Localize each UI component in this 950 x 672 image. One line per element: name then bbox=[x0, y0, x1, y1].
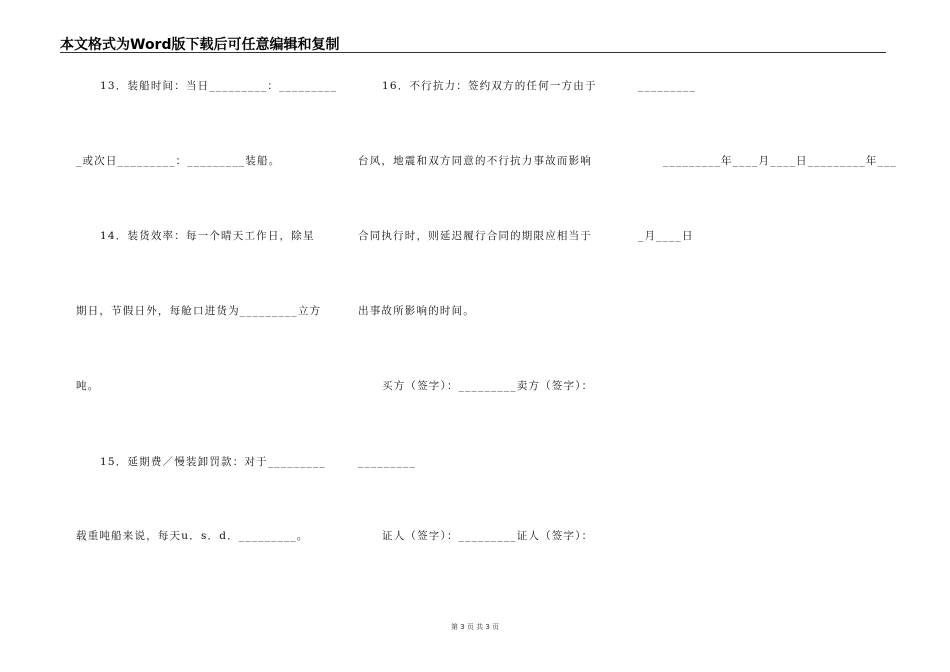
signature-blank: _________ bbox=[358, 456, 417, 468]
clause-15-line-2: 载重吨船来说，每天u．s．d．_________。 bbox=[76, 530, 309, 542]
buyer-seller-signature: 买方（签字）：_________卖方（签字）： bbox=[382, 380, 594, 392]
column3-blank: _________ bbox=[638, 80, 697, 92]
clause-15-line-1: 15．延期费／慢装卸罚款：对于_________ bbox=[100, 456, 326, 468]
header-divider bbox=[60, 52, 886, 53]
clause-13-line-1: 13．装船时间：当日_________：_________ bbox=[100, 80, 338, 92]
clause-14-line-3: 吨。 bbox=[76, 380, 100, 392]
clause-16-line-4: 出事故所影响的时间。 bbox=[358, 305, 475, 317]
clause-16-line-2: 台风，地震和双方同意的不行抗力事故而影响 bbox=[358, 155, 592, 167]
clause-14-line-1: 14．装货效率：每一个晴天工作日，除星 bbox=[100, 230, 315, 242]
date-blanks: _________年____月____日_________年___ bbox=[663, 155, 897, 167]
witness-signature: 证人（签字）：_________证人（签字）： bbox=[382, 530, 594, 542]
clause-16-line-3: 合同执行时，则延迟履行合同的期限应相当于 bbox=[358, 230, 592, 242]
document-title: 本文格式为Word版下载后可任意编辑和复制 bbox=[60, 37, 340, 53]
clause-14-line-2: 期日，节假日外，每舱口进货为_________立方 bbox=[76, 305, 322, 317]
clause-16-line-1: 16．不行抗力：签约双方的任何一方由于 bbox=[382, 80, 597, 92]
date-blanks-continued: _月____日 bbox=[638, 230, 694, 242]
page-number: 第 3 页 共 3 页 bbox=[450, 623, 500, 631]
clause-13-line-2: _或次日_________：_________装船。 bbox=[76, 155, 281, 167]
